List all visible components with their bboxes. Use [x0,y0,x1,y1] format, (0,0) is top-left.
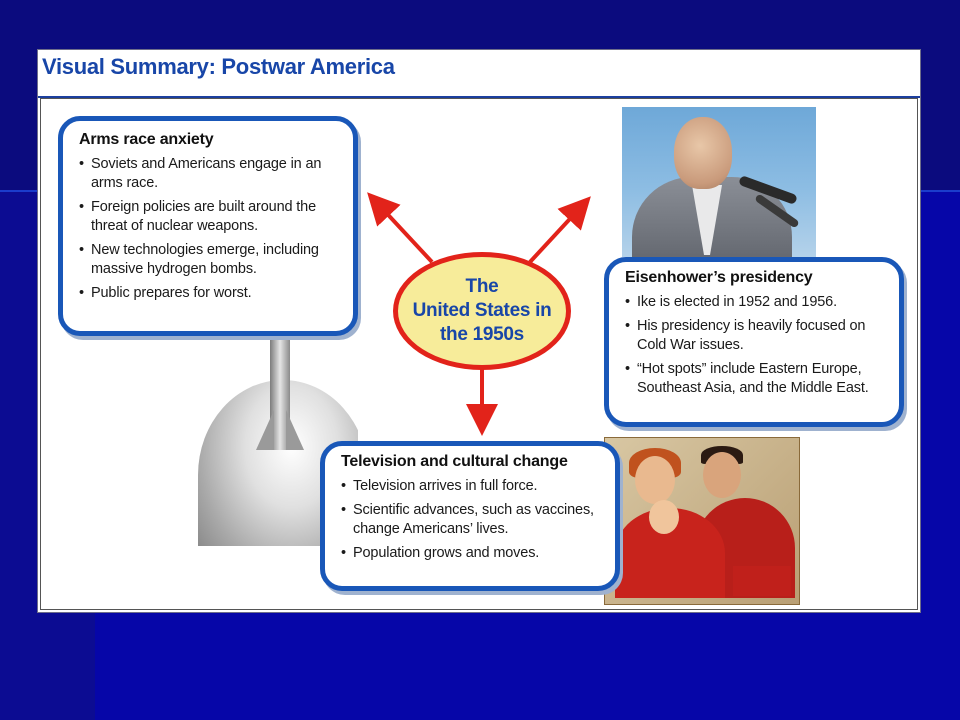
arms-race-box [58,116,358,336]
eisenhower-head [674,117,732,189]
central-topic-ellipse [393,252,571,370]
television-box [320,441,620,591]
arms-race-list [79,155,341,303]
eisenhower-title: Eisenhower’s presidency [625,269,813,286]
woman-face [635,456,675,504]
list-item: • New technologies emerge, including massive hydrogen bombs. [79,241,341,279]
panel-header [38,50,920,98]
magazine-label [733,566,791,596]
eisenhower-list [625,293,887,398]
arms-race-title: Arms race anxiety [79,131,214,148]
list-item: • His presidency is heavily focused on Cold War issues. [625,317,887,355]
list-item: • Television arrives in full force. [341,477,603,496]
eisenhower-box [604,257,904,427]
page-title: Visual Summary: Postwar America [42,54,395,79]
list-item: • Public prepares for worst. [79,284,341,303]
list-item: • Foreign policies are built around the threat of nuclear weapons. [79,198,341,236]
list-item: • “Hot spots” include Eastern Europe, Southeast Asia, and the Middle East. [625,360,887,398]
child-face [649,500,679,534]
central-topic-label: The United States in the 1950s [412,276,552,345]
television-list [341,477,603,563]
man-face [703,452,741,498]
television-title: Television and cultural change [341,453,568,470]
list-item: • Scientific advances, such as vaccines, change Americans’ lives. [341,501,603,539]
list-item: • Ike is elected in 1952 and 1956. [625,293,887,312]
television-magazine-photo [604,437,800,605]
list-item: • Soviets and Americans engage in an arms race. [79,155,341,193]
list-item: • Population grows and moves. [341,544,603,563]
eisenhower-photo [622,107,816,257]
